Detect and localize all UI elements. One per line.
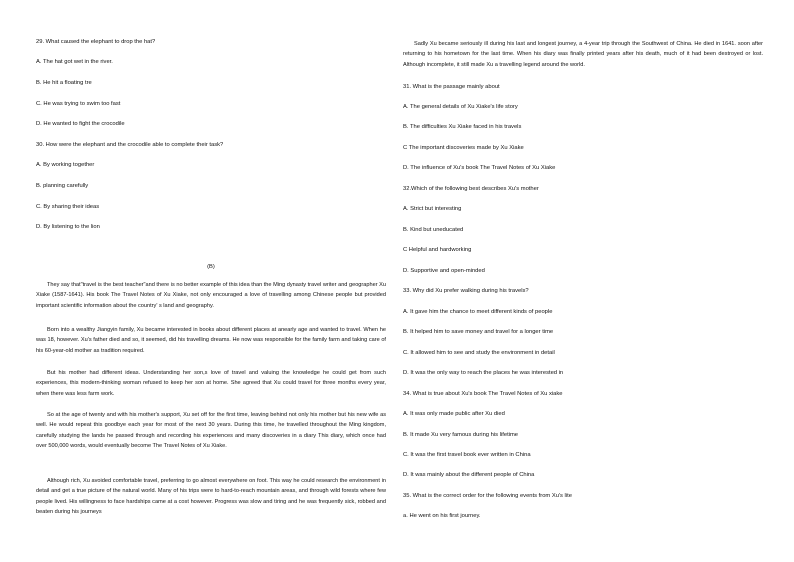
passage-paragraph-4: So at the age of twenty and with his mother's support, Xu set off for the first time, leaving behind not only his mother but his new wife as well. He would repeat this goodbye each year for most of the next 30 years. During this time, he travelled throughout the Ming kingdom, carefully studying the lands he passed through and recording his experiences and many discoveries in a diary This diary, which once had over 500,000 words, would eventually become The Travel Notes of Xu Xiake. [36, 412, 386, 449]
passage-paragraph-5: Although rich, Xu avoided comfortable travel, preferring to go almost everywhere on foot. This way he could research the environment in detail and get a true picture of the natural world. Many of his trips were to hard-to-reach mountain areas, and through wild forests where few people lived. His willingness to face hardships came at a cost however. Progress was slow and tiring and he was frequently sick, robbed and beaten during his journeys [36, 478, 386, 515]
q34-option-a: A. It was only made public after Xu died [403, 411, 505, 417]
q29-option-d: D. He wanted to fight the crocodile [36, 121, 125, 127]
q32-option-c: C Helpful and hardworking [403, 247, 472, 253]
passage-closing-paragraph: Sadly Xu became seriously ill during his last and longest journey, a 4-year trip through the Southwest of China. He died in 1641. soon after returning to his hometown for the last time. When his diary was finally printed years after his death, much of it had been destroyed or lost. Although incomplete, it still made Xu a travelling legend around the world. [403, 41, 763, 68]
q32-option-b: B. Kind but uneducated [403, 227, 464, 233]
q31-option-b: B. The difficulties Xu Xiake faced in his travels [403, 124, 522, 130]
question-35: 35. What is the correct order for the following events from Xu's lite [403, 493, 572, 499]
q29-option-b: B. He hit a floating tre [36, 80, 92, 86]
q33-option-b: B. It helped him to save money and travel for a longer time [403, 329, 554, 335]
question-33: 33. Why did Xu prefer walking during his travels? [403, 288, 529, 294]
passage-b-title: (B) [207, 264, 215, 270]
passage-paragraph-3: But his mother had different ideas. Understanding her son,s love of travel and valuing the knowledge he could get from such experiences, this modern-thinking woman refused to keep her son at home. She agreed that Xu could travel for three months every year, when there was less farm work. [36, 370, 386, 397]
q32-option-d: D. Supportive and open-minded [403, 268, 485, 274]
q33-option-a: A. It gave him the chance to meet different kinds of people [403, 309, 553, 315]
q31-option-d: D. The influence of Xu's book The Travel Notes of Xu Xiake [403, 165, 556, 171]
q30-option-b: B. planning carefully [36, 183, 89, 189]
q30-option-a: A. By working together [36, 162, 95, 168]
question-31: 31. What is the passage mainly about [403, 84, 500, 90]
passage-paragraph-1: They say that"travel is the best teacher"and there is no better example of this idea than the Ming dynasty travel writer and geographer Xu Xiake (1587-1641). His book The Travel Notes of Xu Xiake, not only encouraged a love of travelling among Chinese people but provided important scientific information about the country' s land and geography. [36, 282, 386, 309]
passage-paragraph-2: Born into a wealthy Jiangyin family, Xu became interested in books about different places at anearly age and wanted to travel. When he was 18, however. Xu's father died and so, it seemed, did his travelling dreams. He now was responsible for the family farm and taking care of his 60-year-old mother as tradition required. [36, 327, 386, 354]
question-34: 34. What is true about Xu's book The Travel Notes of Xu xiake [403, 391, 563, 397]
q31-option-a: A. The general details of Xu Xiake's life story [403, 104, 518, 110]
question-32: 32.Which of the following best describes Xu's mother [403, 186, 539, 192]
q33-option-d: D. It was the only way to reach the places he was interested in [403, 370, 564, 376]
q29-option-c: C. He was trying to swim too fast [36, 101, 121, 107]
q34-option-b: B. It made Xu very famous during his lifetime [403, 432, 519, 438]
q31-option-c: C The important discoveries made by Xu Xiake [403, 145, 524, 151]
q32-option-a: A. Strict but interesting [403, 206, 462, 212]
q30-option-d: D. By listening to the lion [36, 224, 100, 230]
question-29: 29. What caused the elephant to drop the hat? [36, 39, 156, 45]
question-30: 30. How were the elephant and the crocodile able to complete their task? [36, 142, 224, 148]
q35-event-a: a. He went on his first journey. [403, 513, 481, 519]
q29-option-a: A. The hat got wet in the river. [36, 59, 113, 65]
q34-option-d: D. It was mainly about the different people of China [403, 472, 535, 478]
q33-option-c: C. It allowed him to see and study the environment in detail [403, 350, 555, 356]
q34-option-c: C. It was the first travel book ever written in China [403, 452, 531, 458]
q30-option-c: C. By sharing their ideas [36, 204, 100, 210]
